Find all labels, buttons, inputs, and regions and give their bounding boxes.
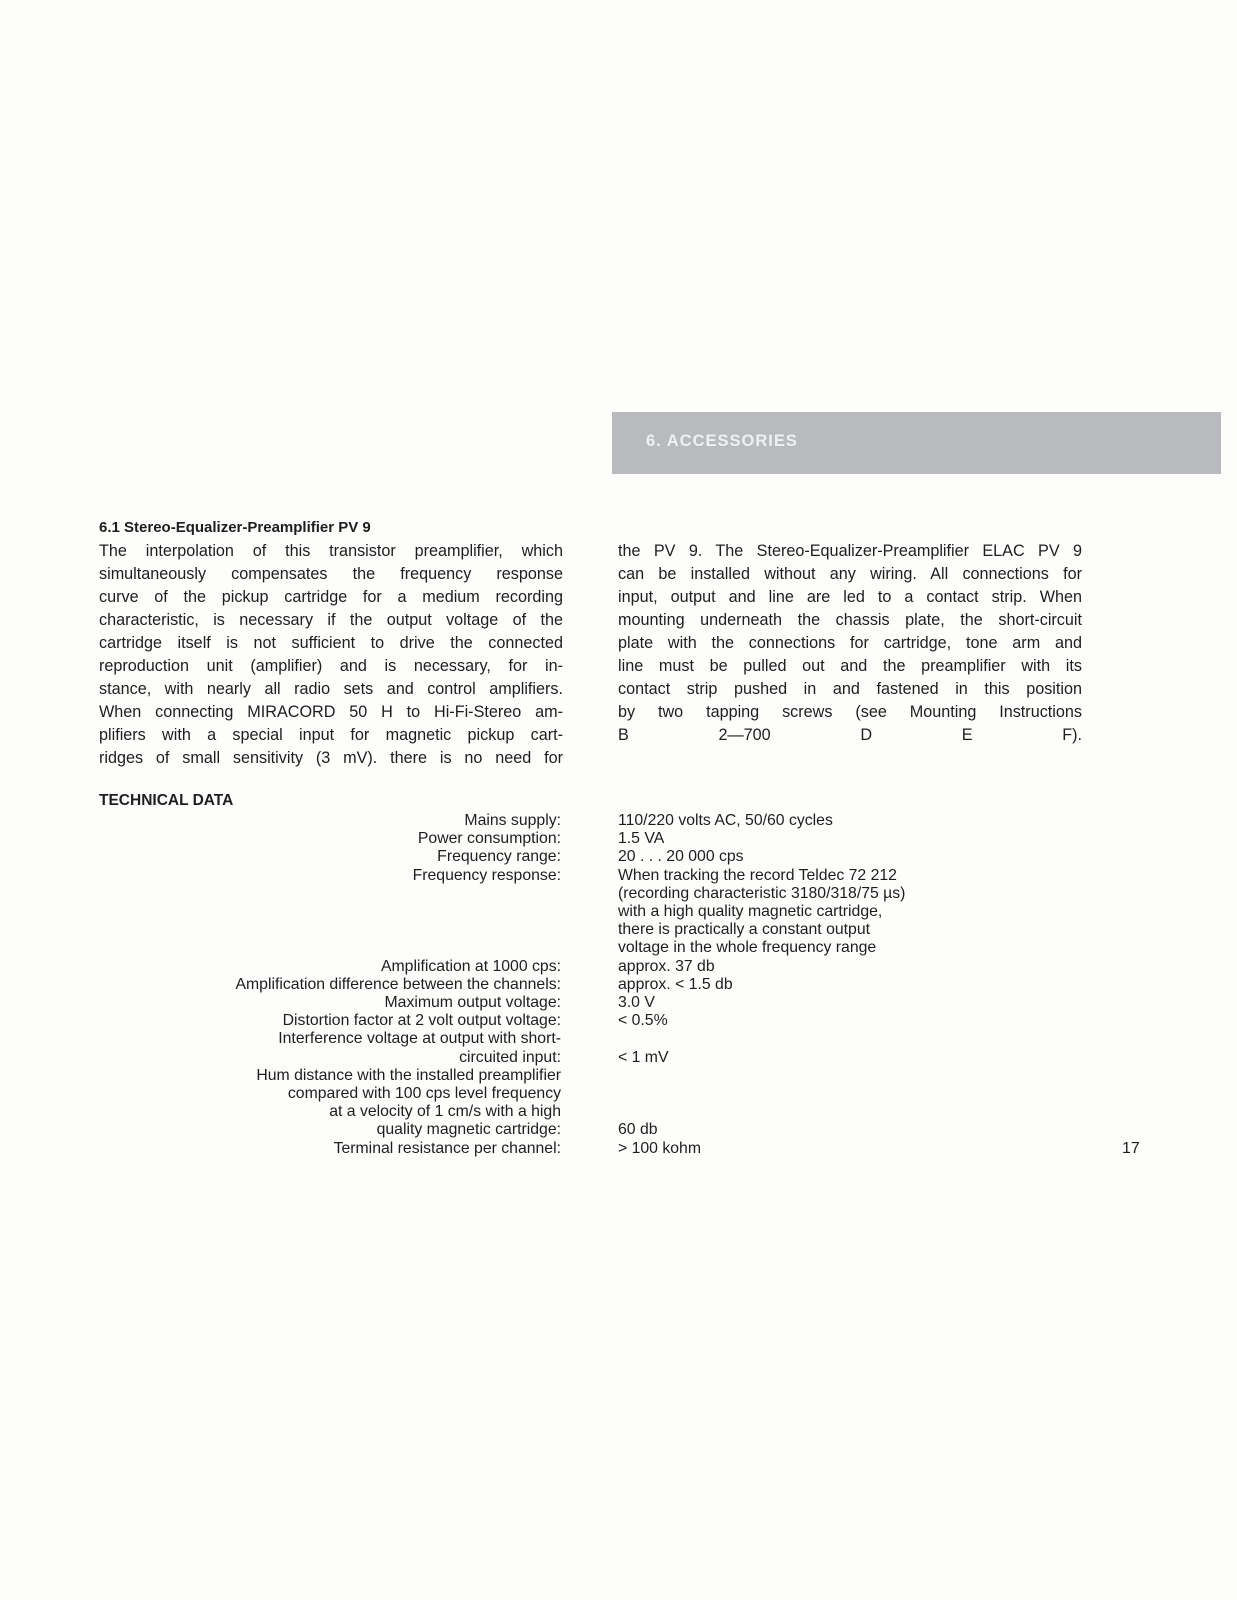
spec-label: Frequency response:: [412, 866, 561, 884]
spec-value: approx. < 1.5 db: [618, 975, 733, 993]
text-line: can be installed without any wiring. All connections for: [618, 565, 1082, 583]
spacer: [141, 939, 561, 957]
intro-paragraph-left: [99, 540, 563, 770]
text-line: reproduction unit (amplifier) and is necessary, for in-: [99, 657, 563, 675]
intro-paragraph-right: [618, 540, 1082, 747]
spacer: [618, 1085, 978, 1103]
spec-value: 60 db: [618, 1121, 658, 1139]
spec-label: circuited input:: [459, 1048, 561, 1066]
spec-value: there is practically a constant output: [618, 921, 871, 939]
spec-value: > 100 kohm: [618, 1139, 701, 1157]
spec-label: Amplification at 1000 cps:: [380, 957, 561, 975]
text-line: cartridge itself is not sufficient to drive the connected: [99, 634, 563, 652]
spec-label: quality magnetic cartridge:: [376, 1121, 561, 1139]
text-line: stance, with nearly all radio sets and control amplifiers.: [99, 680, 563, 698]
spacer: [618, 1103, 978, 1121]
text-line: line must be pulled out and the preamplifier with its: [618, 657, 1082, 675]
spec-label: Hum distance with the installed preamplifier: [256, 1066, 561, 1084]
text-line: The interpolation of this transistor preamplifier, which: [99, 542, 563, 560]
spec-label: Maximum output voltage:: [384, 993, 561, 1011]
spec-value: < 0.5%: [618, 1012, 668, 1030]
section-heading: 6.1 Stereo-Equalizer-Preamplifier PV 9: [99, 519, 371, 536]
spec-value: 1.5 VA: [618, 830, 665, 848]
spacer: [141, 885, 561, 903]
spec-label: Frequency range:: [437, 848, 561, 866]
text-line: ridges of small sensitivity (3 mV). there is no need for: [99, 749, 563, 767]
spacer: [618, 1067, 978, 1085]
text-line: curve of the pickup cartridge for a medium recording: [99, 588, 563, 606]
spacer: [141, 921, 561, 939]
text-line: input, output and line are led to a contact strip. When: [618, 588, 1082, 606]
spec-label: compared with 100 cps level frequency: [287, 1084, 561, 1102]
spec-label: Power consumption:: [417, 830, 561, 848]
chapter-banner: [612, 412, 1221, 474]
spacer: [141, 903, 561, 921]
text-line: the PV 9. The Stereo-Equalizer-Preamplifier ELAC PV 9: [618, 542, 1082, 560]
spec-value: approx. 37 db: [618, 957, 715, 975]
text-line: characteristic, is necessary if the output voltage of the: [99, 611, 563, 629]
text-line: plifiers with a special input for magnetic pickup cart-: [99, 726, 563, 744]
spec-label: Terminal resistance per channel:: [333, 1139, 561, 1157]
page-number: 17: [1122, 1140, 1140, 1157]
spec-label: at a velocity of 1 cm/s with a high: [329, 1103, 561, 1121]
spec-value: with a high quality magnetic cartridge,: [618, 903, 883, 921]
text-line: simultaneously compensates the frequency response: [99, 565, 563, 583]
text-line: contact strip pushed in and fastened in this position: [618, 680, 1082, 698]
text-line: mounting underneath the chassis plate, the short-circuit: [618, 611, 1082, 629]
spec-value: 3.0 V: [618, 994, 655, 1012]
spec-value: 20 . . . 20 000 cps: [618, 848, 744, 866]
spec-value: When tracking the record Teldec 72 212: [618, 866, 897, 884]
spec-value: < 1 mV: [618, 1048, 669, 1066]
spacer: [618, 1030, 978, 1048]
text-line: When connecting MIRACORD 50 H to Hi-Fi-Stereo am-: [99, 703, 563, 721]
chapter-title: 6. ACCESSORIES: [646, 432, 798, 450]
technical-data-labels: [141, 812, 561, 1158]
spec-value: voltage in the whole frequency range: [618, 939, 877, 957]
spec-label: Mains supply:: [464, 812, 561, 829]
spec-label: Distortion factor at 2 volt output voltage:: [282, 1012, 561, 1030]
text-line: B 2—700 D E F).: [618, 726, 1082, 744]
technical-data-values: [618, 812, 978, 1158]
technical-data-heading: TECHNICAL DATA: [99, 792, 234, 809]
spec-value: (recording characteristic 3180/318/75 µs): [618, 884, 906, 902]
spec-label: Interference voltage at output with short-: [278, 1030, 561, 1048]
text-line: plate with the connections for cartridge, tone arm and: [618, 634, 1082, 652]
spec-label: Amplification difference between the channels:: [235, 975, 561, 993]
text-line: by two tapping screws (see Mounting Instructions: [618, 703, 1082, 721]
spec-value: 110/220 volts AC, 50/60 cycles: [618, 812, 833, 829]
